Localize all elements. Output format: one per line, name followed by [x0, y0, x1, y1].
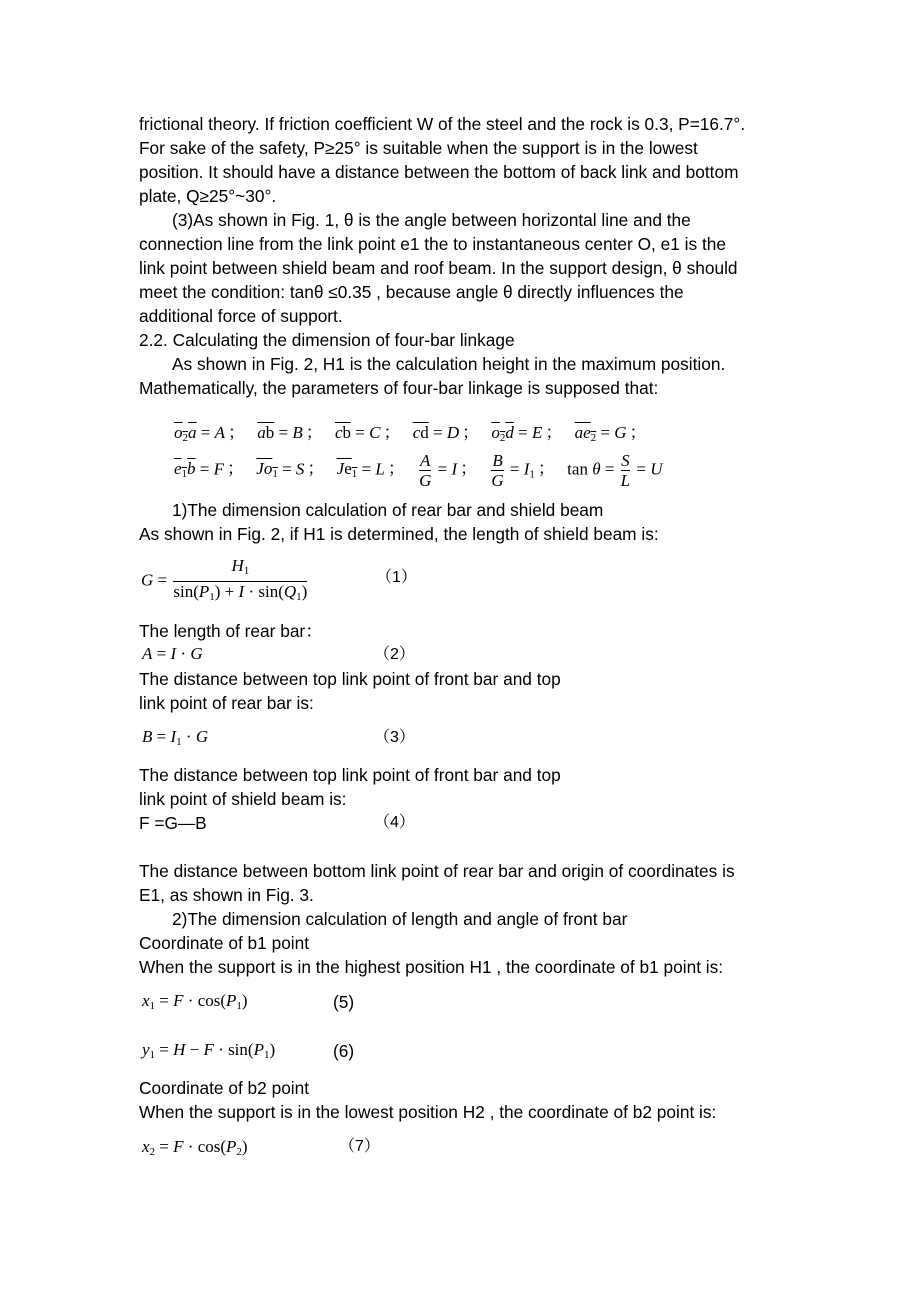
- equation-2: A = I · G: [142, 644, 203, 663]
- paragraph-line: When the support is in the highest position H1 , the coordinate of b1 point is:: [139, 957, 724, 977]
- equation-1: G = $\frac{H_1}{\sin(P_1) + I \cdot \sin(Q_1)}$: [141, 556, 309, 607]
- paragraph-line: The length of rear bar：: [139, 621, 323, 641]
- section-heading: 2.2. Calculating the dimension of four-bar linkage: [139, 330, 515, 350]
- equation-7: $x_2 = F \cdot \cos(P_2)$: [142, 1137, 248, 1158]
- paragraph-line: link point between shield beam and roof beam. In the support design, θ should: [139, 258, 738, 278]
- paragraph-line: The distance between top link point of front bar and top: [139, 765, 561, 785]
- equation-number: (6): [333, 1041, 355, 1061]
- subsection-heading: 2)The dimension calculation of length and angle of front bar: [172, 909, 628, 929]
- parameter-definitions-row-1: $o_2a = A$ ； ab = B ； cb = C ； cd = D ； $o_2d = E$ ； $ae_2 = G$ ；: [174, 423, 647, 444]
- equation-5: $x_1 = F \cdot \cos(P_1)$: [142, 991, 248, 1012]
- parameter-definitions-row-2: $e_1b = F$ ； $Jo_1 = S$ ； $Je_1 = L$ ； $\frac{A}{G}$ = I ； $\frac{B}{G}$ = $I_1$ ； tan θ = $\frac{S}{L}$ = U: [174, 451, 663, 490]
- equation-6: $y_1 = H - F \cdot \sin(P_1)$: [142, 1040, 276, 1061]
- paragraph-line: plate, Q≥25°~30°.: [139, 186, 277, 206]
- equation-number: （7）: [339, 1138, 380, 1155]
- paragraph-line: As shown in Fig. 2, H1 is the calculation height in the maximum position.: [172, 354, 726, 374]
- equation-number: (5): [333, 992, 355, 1012]
- paragraph-line: Coordinate of b2 point: [139, 1078, 310, 1098]
- paragraph-line: position. It should have a distance between the bottom of back link and bottom: [139, 162, 739, 182]
- paragraph-line: As shown in Fig. 2, if H1 is determined, the length of shield beam is:: [139, 524, 659, 544]
- equation-number: （4）: [374, 814, 415, 831]
- equation-number: （3）: [374, 729, 415, 746]
- paragraph-line: For sake of the safety, P≥25° is suitable when the support is in the lowest: [139, 138, 698, 158]
- paragraph-line: When the support is in the lowest position H2 , the coordinate of b2 point is:: [139, 1102, 717, 1122]
- paragraph-line: E1, as shown in Fig. 3.: [139, 885, 314, 905]
- equation-number: （2）: [374, 646, 415, 663]
- paragraph-line: The distance between top link point of front bar and top: [139, 669, 561, 689]
- paragraph-line: meet the condition: tanθ ≤0.35 , because angle θ directly influences the: [139, 282, 684, 302]
- paragraph-line: connection line from the link point e1 the to instantaneous center O, e1 is the: [139, 234, 726, 254]
- paragraph-line: frictional theory. If friction coefficient W of the steel and the rock is 0.3, P=16.7°.: [139, 114, 746, 134]
- equation-3: $B = I_1 \cdot G$: [142, 727, 209, 748]
- paragraph-line: The distance between bottom link point of rear bar and origin of coordinates is: [139, 861, 735, 881]
- paragraph-line: additional force of support.: [139, 306, 343, 326]
- paragraph-line: (3)As shown in Fig. 1, θ is the angle between horizontal line and the: [172, 210, 691, 230]
- paragraph-line: link point of rear bar is:: [139, 693, 314, 713]
- subsection-heading: 1)The dimension calculation of rear bar and shield beam: [172, 500, 604, 520]
- paragraph-line: Mathematically, the parameters of four-bar linkage is supposed that:: [139, 378, 659, 398]
- paragraph-line: link point of shield beam is:: [139, 789, 347, 809]
- equation-4: F =G—B: [139, 813, 207, 833]
- paragraph-line: Coordinate of b1 point: [139, 933, 310, 953]
- equation-number: （1）: [376, 569, 417, 586]
